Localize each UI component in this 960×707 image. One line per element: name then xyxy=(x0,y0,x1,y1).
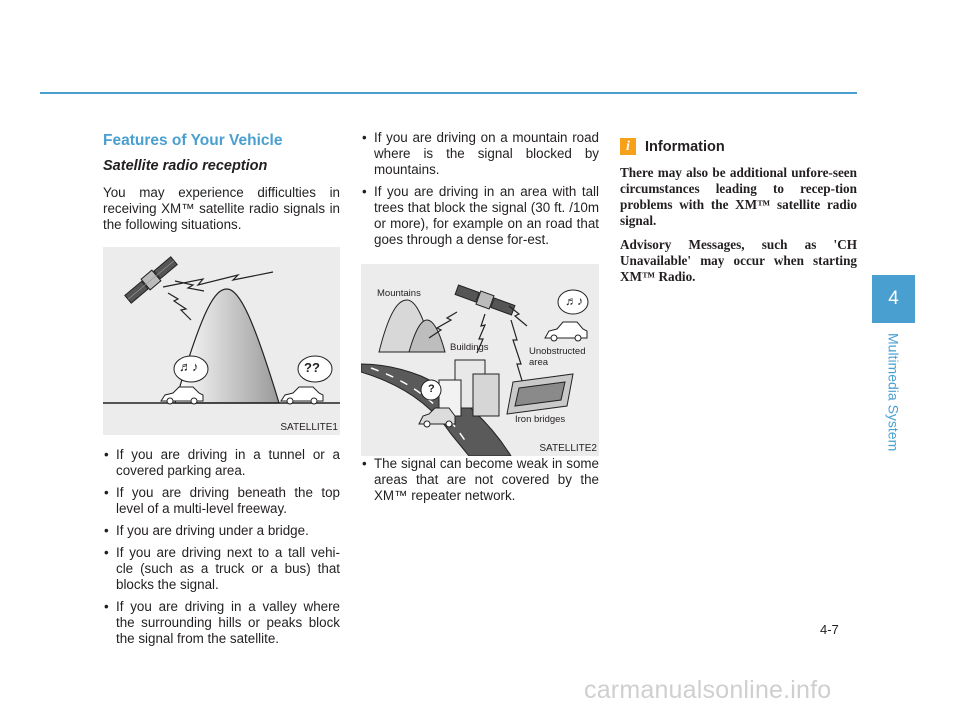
list-item: • If you are driving next to a tall vehi-cle (such as a truck or a bus) that blocks the signal. xyxy=(103,545,340,593)
satellite-figure-2 xyxy=(361,264,599,456)
bullet-list xyxy=(361,456,599,504)
bullet-list xyxy=(103,447,340,647)
bullet-list xyxy=(361,130,599,248)
mountain-icon xyxy=(175,289,279,403)
information-title: Information xyxy=(645,138,725,155)
valley-illustration xyxy=(103,247,340,435)
signal-bolt xyxy=(168,293,191,320)
info-icon: i xyxy=(620,138,636,155)
figure-caption: SATELLITE2 xyxy=(539,443,597,454)
intro-paragraph: You may experience difficulties in receiving XM™ satellite radio signals in the following situations. xyxy=(103,185,340,232)
question-mark: ? xyxy=(428,383,435,395)
car-icon xyxy=(281,387,323,404)
info-paragraph: Advisory Messages, such as 'CH Unavailable' may occur when starting XM™ Radio. xyxy=(620,237,857,284)
chapter-name-label: Multimedia System xyxy=(885,333,902,452)
building-icon xyxy=(473,374,499,416)
figure-caption: SATELLITE1 xyxy=(280,422,338,433)
list-item: • The signal can become weak in some areas that are not covered by the XM™ repeater network. xyxy=(361,456,599,504)
question-marks: ?? xyxy=(304,360,320,375)
list-item: • If you are driving on a mountain road where is the signal blocked by mountains. xyxy=(361,130,599,178)
list-item: • If you are driving in a valley where the surrounding hills or peaks block the signal from the satellite. xyxy=(103,599,340,647)
car-icon xyxy=(545,322,587,341)
music-notes: ♬♪ xyxy=(565,294,583,308)
label-buildings: Buildings xyxy=(450,342,489,353)
header-rule xyxy=(40,92,857,94)
list-item: • If you are driving beneath the top level of a multi-level freeway. xyxy=(103,485,340,517)
list-item: • If you are driving in a tunnel or a covered parking area. xyxy=(103,447,340,479)
iron-bridge-icon xyxy=(507,374,573,414)
satellite-figure-1 xyxy=(103,247,340,435)
label-mountains: Mountains xyxy=(377,288,421,299)
label-iron-bridges: Iron bridges xyxy=(515,414,566,425)
chapter-name xyxy=(872,330,915,455)
signal-bolt xyxy=(163,272,273,287)
list-item: • If you are driving under a bridge. xyxy=(103,523,340,539)
info-paragraph: There may also be additional unfore-seen circumstances leading to recep-tion problems with the XM™ satellite radio signal. xyxy=(620,165,857,228)
label-unobstructed-area: Unobstructed area xyxy=(529,346,586,368)
section-title: Features of Your Vehicle xyxy=(103,132,283,149)
car-icon xyxy=(419,408,455,427)
satellite-icon xyxy=(454,283,515,317)
watermark: carmanualsonline.info xyxy=(584,676,832,704)
information-header xyxy=(620,138,857,155)
page-number: 4-7 xyxy=(820,622,839,637)
column-3 xyxy=(620,130,857,293)
signal-bolt xyxy=(511,320,523,384)
list-item: • If you are driving in an area with tall trees that block the signal (30 ft. /10m or more), for example on an road that goes through a dense for-est. xyxy=(361,184,599,248)
chapter-number-tab: 4 xyxy=(872,275,915,323)
subsection-title: Satellite radio reception xyxy=(103,158,268,174)
column-2 xyxy=(361,130,599,510)
column-1 xyxy=(103,130,340,653)
music-notes: ♬♪ xyxy=(179,359,199,374)
satellite-icon xyxy=(124,255,179,304)
